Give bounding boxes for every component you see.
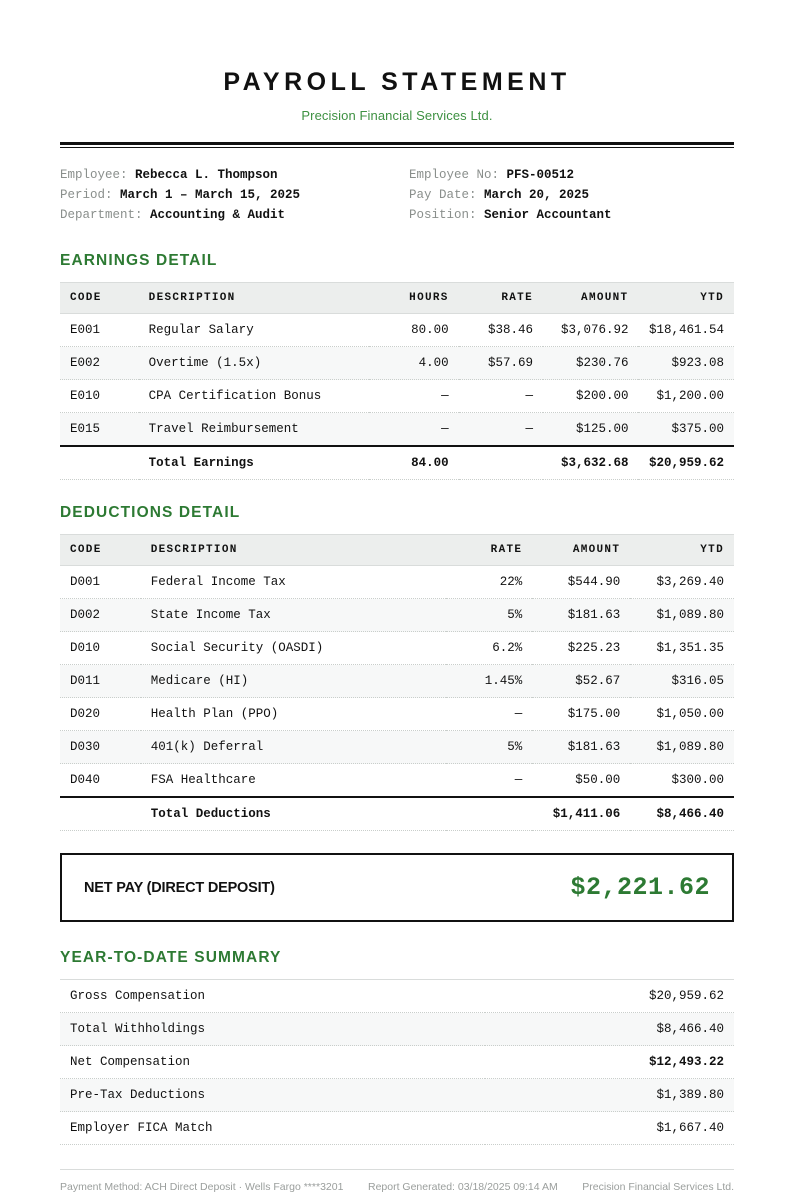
table-row (60, 698, 734, 731)
earnings-code: E001 (60, 314, 139, 347)
meta-row-position (409, 205, 734, 225)
earnings-header-row (60, 283, 734, 314)
earnings-col-ytd: YTD (638, 283, 734, 314)
deductions-col-amount: AMOUNT (532, 535, 630, 566)
ytd-summary-table (60, 979, 734, 1145)
deductions-rate: 5% (446, 599, 532, 632)
list-item (60, 1046, 734, 1079)
earnings-total-row (60, 446, 734, 480)
earnings-amount: $230.76 (543, 347, 639, 380)
deductions-col-rate: RATE (446, 535, 532, 566)
earnings-amount: $3,076.92 (543, 314, 639, 347)
ytd-summary-label: Pre-Tax Deductions (60, 1079, 485, 1112)
deductions-total-spacer (60, 797, 141, 831)
earnings-hours: 4.00 (369, 347, 459, 380)
earnings-col-code: CODE (60, 283, 139, 314)
ytd-summary-value: $1,389.80 (485, 1079, 734, 1112)
deductions-code: D002 (60, 599, 141, 632)
deductions-amount: $181.63 (532, 731, 630, 764)
earnings-rate: — (459, 380, 543, 413)
header-divider (60, 142, 734, 148)
earnings-total-spacer (60, 446, 139, 480)
earnings-rate: $38.46 (459, 314, 543, 347)
earnings-total-amount: $3,632.68 (543, 446, 639, 480)
deductions-amount: $52.67 (532, 665, 630, 698)
section-title-ytd-summary: YEAR-TO-DATE SUMMARY (60, 949, 282, 966)
employee-meta (60, 165, 734, 225)
deductions-amount: $175.00 (532, 698, 630, 731)
meta-value-department: Accounting & Audit (150, 208, 286, 222)
footer-company: Precision Financial Services Ltd. (582, 1181, 734, 1193)
footer-payment-method: Payment Method: ACH Direct Deposit · Wells Fargo ****3201 (60, 1181, 344, 1193)
section-title-earnings: EARNINGS DETAIL (60, 252, 218, 269)
meta-label-position: Position: (409, 208, 477, 222)
deductions-desc: State Income Tax (141, 599, 446, 632)
earnings-ytd: $18,461.54 (638, 314, 734, 347)
table-row (60, 632, 734, 665)
ytd-summary-label: Gross Compensation (60, 980, 485, 1013)
deductions-rate: — (446, 764, 532, 798)
earnings-ytd: $923.08 (638, 347, 734, 380)
deductions-code: D020 (60, 698, 141, 731)
ytd-summary-value: $20,959.62 (485, 980, 734, 1013)
deductions-rate: 22% (446, 566, 532, 599)
earnings-total-ytd: $20,959.62 (638, 446, 734, 480)
ytd-summary-value: $1,667.40 (485, 1112, 734, 1145)
deductions-total-amount: $1,411.06 (532, 797, 630, 831)
earnings-code: E015 (60, 413, 139, 447)
deductions-ytd: $1,050.00 (630, 698, 734, 731)
earnings-ytd: $1,200.00 (638, 380, 734, 413)
earnings-desc: Travel Reimbursement (139, 413, 369, 447)
meta-row-employee (60, 165, 385, 185)
ytd-summary-label: Net Compensation (60, 1046, 485, 1079)
net-pay-value: $2,221.62 (570, 873, 710, 902)
meta-value-position: Senior Accountant (484, 208, 612, 222)
ytd-summary-label: Total Withholdings (60, 1013, 485, 1046)
table-row (60, 665, 734, 698)
table-row (60, 314, 734, 347)
deductions-ytd: $1,089.80 (630, 599, 734, 632)
deductions-amount: $181.63 (532, 599, 630, 632)
earnings-code: E002 (60, 347, 139, 380)
deductions-col-ytd: YTD (630, 535, 734, 566)
deductions-code: D040 (60, 764, 141, 798)
list-item (60, 980, 734, 1013)
earnings-rate: $57.69 (459, 347, 543, 380)
earnings-code: E010 (60, 380, 139, 413)
earnings-desc: CPA Certification Bonus (139, 380, 369, 413)
deductions-amount: $225.23 (532, 632, 630, 665)
net-pay-label: NET PAY (DIRECT DEPOSIT) (84, 879, 275, 896)
meta-column-right (385, 165, 734, 225)
meta-value-period: March 1 – March 15, 2025 (120, 188, 301, 202)
ytd-summary-value: $8,466.40 (485, 1013, 734, 1046)
deductions-ytd: $316.05 (630, 665, 734, 698)
earnings-desc: Overtime (1.5x) (139, 347, 369, 380)
earnings-col-desc: DESCRIPTION (139, 283, 369, 314)
document-header (60, 68, 734, 148)
meta-label-employee-no: Employee No: (409, 168, 500, 182)
deductions-ytd: $3,269.40 (630, 566, 734, 599)
earnings-hours: — (369, 413, 459, 447)
meta-value-employee: Rebecca L. Thompson (135, 168, 278, 182)
deductions-ytd: $300.00 (630, 764, 734, 798)
table-row (60, 764, 734, 798)
table-row (60, 347, 734, 380)
deductions-code: D001 (60, 566, 141, 599)
deductions-code: D030 (60, 731, 141, 764)
deductions-col-desc: DESCRIPTION (141, 535, 446, 566)
earnings-total-rate (459, 446, 543, 480)
table-row (60, 413, 734, 447)
section-title-deductions: DEDUCTIONS DETAIL (60, 504, 241, 521)
meta-value-pay-date: March 20, 2025 (484, 188, 590, 202)
ytd-summary-label: Employer FICA Match (60, 1112, 485, 1145)
deductions-ytd: $1,089.80 (630, 731, 734, 764)
footer-generated: Report Generated: 03/18/2025 09:14 AM (367, 1181, 558, 1193)
ytd-summary-value: $12,493.22 (485, 1046, 734, 1079)
earnings-hours: — (369, 380, 459, 413)
deductions-total-row (60, 797, 734, 831)
document-footer (60, 1169, 734, 1193)
deductions-ytd: $1,351.35 (630, 632, 734, 665)
list-item (60, 1013, 734, 1046)
meta-row-period (60, 185, 385, 205)
table-row (60, 599, 734, 632)
deductions-desc: Health Plan (PPO) (141, 698, 446, 731)
meta-row-department (60, 205, 385, 225)
deductions-rate: 5% (446, 731, 532, 764)
meta-label-period: Period: (60, 188, 113, 202)
earnings-col-rate: RATE (459, 283, 543, 314)
earnings-total-label: Total Earnings (139, 446, 369, 480)
earnings-desc: Regular Salary (139, 314, 369, 347)
earnings-amount: $125.00 (543, 413, 639, 447)
deductions-code: D010 (60, 632, 141, 665)
earnings-col-hours: HOURS (369, 283, 459, 314)
deductions-desc: Social Security (OASDI) (141, 632, 446, 665)
meta-label-department: Department: (60, 208, 143, 222)
table-row (60, 380, 734, 413)
deductions-desc: FSA Healthcare (141, 764, 446, 798)
meta-label-pay-date: Pay Date: (409, 188, 477, 202)
earnings-rate: — (459, 413, 543, 447)
deductions-rate: — (446, 698, 532, 731)
deductions-rate: 6.2% (446, 632, 532, 665)
deductions-header-row (60, 535, 734, 566)
deductions-desc: 401(k) Deferral (141, 731, 446, 764)
net-pay-box (60, 853, 734, 922)
earnings-col-amount: AMOUNT (543, 283, 639, 314)
deductions-desc: Federal Income Tax (141, 566, 446, 599)
list-item (60, 1112, 734, 1145)
meta-row-pay-date (409, 185, 734, 205)
deductions-total-ytd: $8,466.40 (630, 797, 734, 831)
deductions-code: D011 (60, 665, 141, 698)
deductions-amount: $544.90 (532, 566, 630, 599)
deductions-total-rate (446, 797, 532, 831)
meta-label-employee: Employee: (60, 168, 128, 182)
meta-row-employee-no (409, 165, 734, 185)
earnings-hours: 80.00 (369, 314, 459, 347)
earnings-ytd: $375.00 (638, 413, 734, 447)
table-row (60, 731, 734, 764)
company-name: Precision Financial Services Ltd. (301, 108, 493, 123)
table-row (60, 566, 734, 599)
earnings-amount: $200.00 (543, 380, 639, 413)
earnings-table (60, 282, 734, 480)
deductions-total-label: Total Deductions (141, 797, 446, 831)
deductions-amount: $50.00 (532, 764, 630, 798)
meta-column-left (60, 165, 385, 225)
page-title: PAYROLL STATEMENT (223, 68, 571, 96)
deductions-col-code: CODE (60, 535, 141, 566)
earnings-total-hours: 84.00 (369, 446, 459, 480)
deductions-desc: Medicare (HI) (141, 665, 446, 698)
deductions-table (60, 534, 734, 831)
meta-value-employee-no: PFS-00512 (506, 168, 575, 182)
list-item (60, 1079, 734, 1112)
deductions-rate: 1.45% (446, 665, 532, 698)
